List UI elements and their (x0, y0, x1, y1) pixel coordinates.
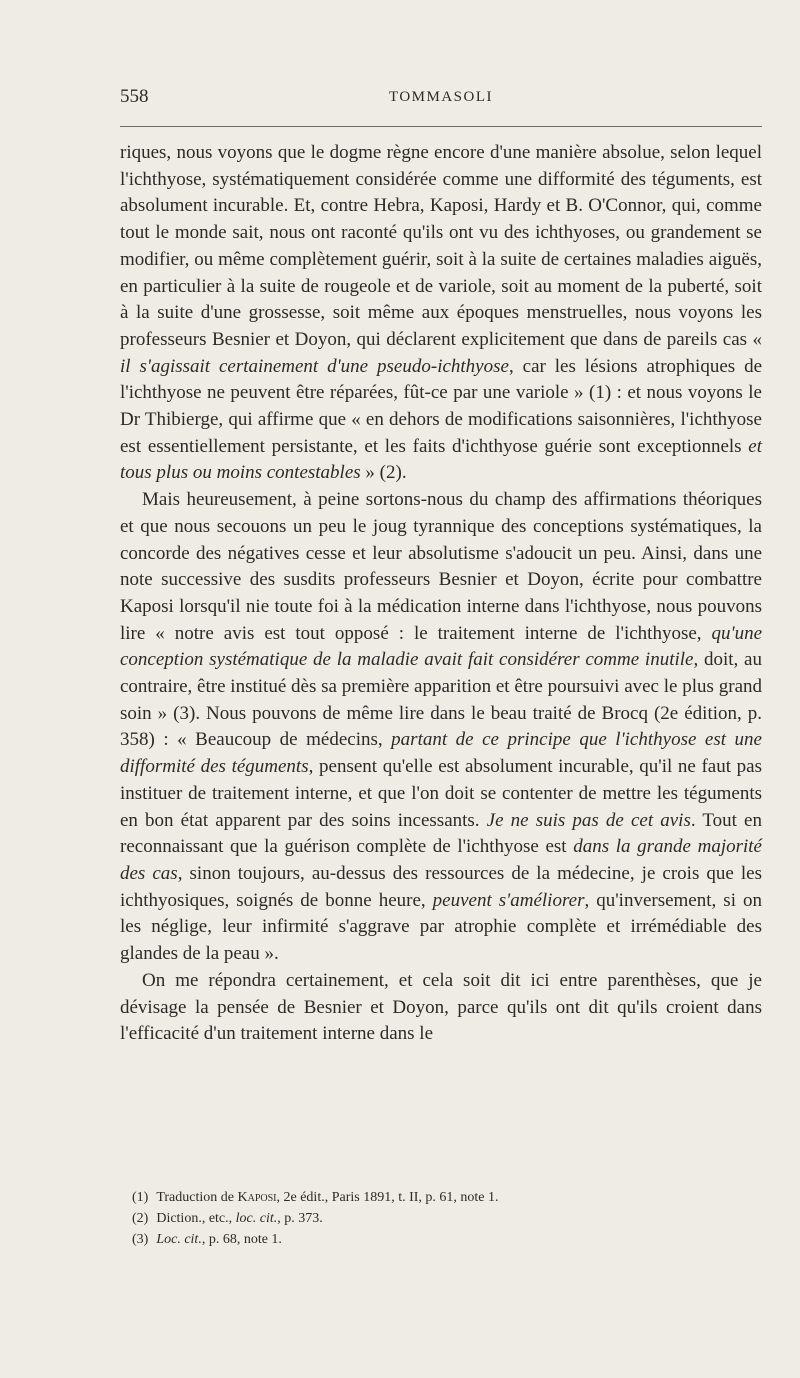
italic-span: Je ne suis pas de cet avis (486, 809, 691, 831)
footnote-ref: (1) (132, 1190, 149, 1205)
paragraph (120, 140, 762, 487)
text-span: Kaposi (237, 1190, 277, 1205)
text-span: , doit, au contraire, être institué dès sa première apparition et être poursuivi avec le plus grand soin » (3). Nous pouvons de même lire dans le beau traité de Brocq (2e édition, p. 358) : « Beaucoup de médecins, (120, 649, 762, 751)
italic-span: Loc. cit. (156, 1232, 202, 1247)
footnotes (120, 1187, 762, 1250)
text-span: Diction., etc., (156, 1211, 236, 1226)
paragraph (120, 968, 762, 1048)
footnote-ref: (2) (132, 1211, 149, 1226)
text-span: On me répondra certainement, et cela soit dit ici entre parenthèses, que je dévisage la pensée de Besnier et Doyon, parce qu'ils ont dit qu'ils croient dans l'efficacité d'un traitement interne dans le (120, 969, 762, 1045)
text-span: , 2e édit., Paris 1891, t. II, p. 61, note 1. (276, 1190, 499, 1205)
text-span: , pensent qu'elle est absolument incurable, qu'il ne faut pas instituer de traitement interne, et que l'on doit se contenter de mettre les téguments en bon état apparent par des soins incessants. (120, 756, 762, 831)
body-text (120, 140, 762, 1048)
text-span: » (2). (360, 462, 407, 484)
italic-span: il s'agissait certainement d'une pseudo-ichthyose (120, 355, 509, 377)
italic-span: loc. cit. (235, 1211, 278, 1226)
footnote (120, 1208, 762, 1229)
paragraph (120, 487, 762, 968)
header-rule (120, 126, 762, 127)
footnote (120, 1187, 762, 1208)
text-span: Traduction de (156, 1190, 238, 1205)
running-title: TOMMASOLI (388, 89, 494, 105)
text-span: riques, nous voyons que le dogme règne encore d'une manière absolue, selon lequel l'ichthyose, systématiquement considérée comme une difformité des téguments, est absolument incurable. Et, contre Hebra, Kaposi, Hardy et B. O'Connor, qui, comme tout le monde sait, nous ont raconté qu'ils ont vu des ichthyoses, ou grandement se modifier, ou même complètement guérir, soit à la suite de certaines maladies aiguës, en particulier à la suite de rougeole et de variole, soit au moment de la puberté, soit à la suite d'une grossesse, soit même aux époques menstruelles, nous voyons les professeurs Besnier et Doyon, qui déclarent explicitement que dans de pareils cas « (120, 142, 762, 350)
text-span: , sinon toujours, au-dessus des ressources de la médecine, je crois que les ichthyosiques, soignés de bonne heure, (120, 862, 762, 911)
text-span: , p. 68, note 1. (201, 1232, 282, 1247)
page-number: 558 (120, 86, 149, 107)
page-header (120, 86, 762, 116)
text-span: . Tout en reconnaissant que la guérison complète de l'ichthyose est (120, 809, 762, 858)
italic-span: peuvent s'améliorer (432, 889, 585, 911)
italic-span: et tous plus ou moins contestables (120, 435, 762, 484)
text-span: , qu'inversement, si on les néglige, leur infirmité s'aggrave par atrophie complète et irrémédiable des glandes de la peau ». (120, 889, 762, 965)
italic-span: qu'une conception systématique de la maladie avait fait considérer comme inutile (120, 622, 762, 671)
text-span: , car les lésions atrophiques de l'ichthyose ne peuvent être réparées, fût-ce par une variole » (1) : et nous voyons le Dr Thibierge, qui affirme que « en dehors de modifications saisonnières, l'ichthyose est essentiellement persistante, et les faits d'ichthyose guérie sont exceptionnels (120, 355, 763, 457)
text-span: , p. 373. (277, 1211, 323, 1226)
text-span: Mais heureusement, à peine sortons-nous du champ des affirmations théoriques et que nous secouons un peu le joug tyrannique des conceptions systématiques, la concorde des négatives cesse et leur absolutisme s'adoucit un peu. Ainsi, dans une note successive des susdits professeurs Besnier et Doyon, écrite pour combattre Kaposi lorsqu'il nie toute foi à la médication interne dans l'ichthyose, nous pouvons lire « notre avis est tout opposé : le traitement interne de l'ichthyose, (120, 489, 762, 644)
footnote (120, 1229, 762, 1250)
italic-span: partant de ce principe que l'ichthyose est une difformité des téguments (120, 729, 762, 778)
italic-span: dans la grande majorité des cas (120, 836, 762, 884)
footnote-ref: (3) (132, 1232, 149, 1247)
